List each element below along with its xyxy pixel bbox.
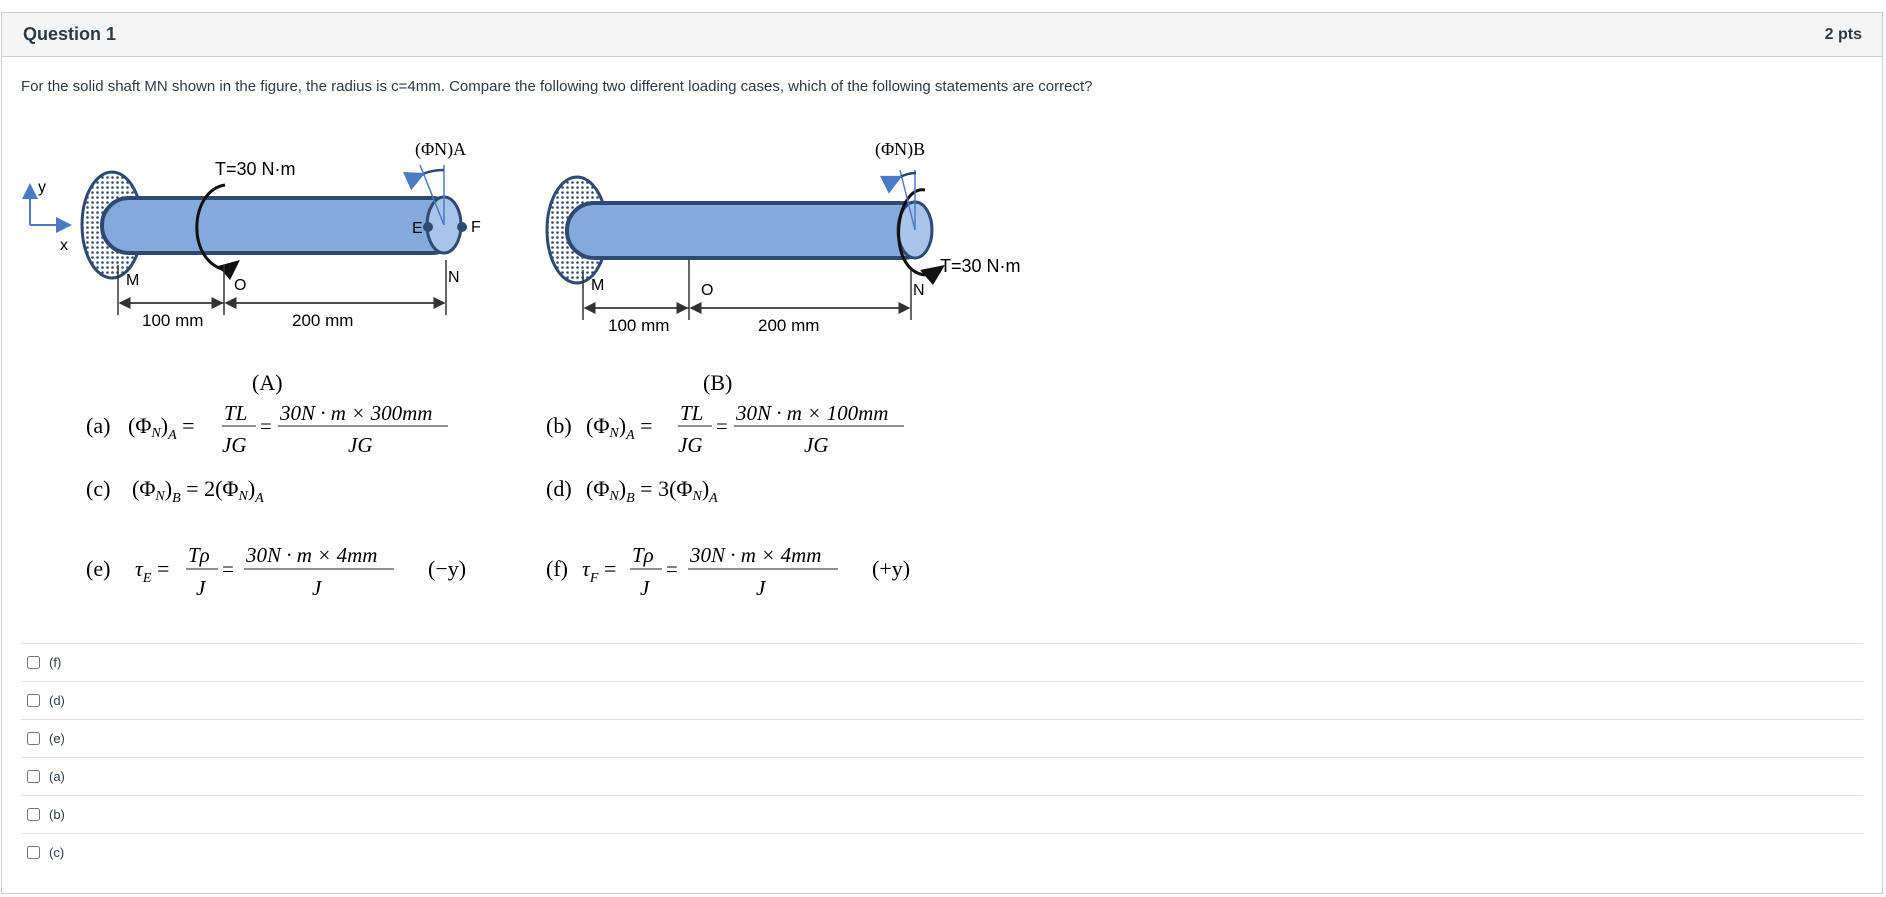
svg-text:TL: TL — [680, 401, 704, 425]
answer-label: (e) — [49, 731, 65, 746]
point-m-label-b: M — [591, 277, 605, 294]
svg-text:τE =: $\tau_E$ = — [135, 556, 170, 586]
answer-label: (c) — [49, 845, 65, 860]
answer-label: (a) — [49, 769, 65, 784]
question-text: For the solid shaft MN shown in the figure, the radius is c=4mm. Compare the following two different loading cases, which of the following statements are correct? — [21, 78, 1093, 95]
point-e-label: E — [412, 220, 423, 237]
equation-d — [546, 476, 718, 506]
phi-label-b: (ΦN)B — [875, 139, 926, 159]
case-a-diagram — [30, 139, 481, 330]
equation-a — [86, 401, 448, 457]
question-points: 2 pts — [1824, 25, 1862, 43]
svg-text:(a): (a) — [86, 413, 111, 438]
case-a-label: (A) — [252, 370, 283, 395]
point-m-label-a: M — [126, 272, 140, 289]
svg-text:30N · m × 4mm: 30N · m × 4mm — [246, 543, 378, 567]
answer-option-a[interactable] — [21, 757, 1863, 795]
point-o-label-a: O — [234, 277, 247, 294]
answer-checkbox-a[interactable] — [27, 770, 40, 783]
svg-text:(ΦN)B = 2(ΦN)A: $(\Phi N)_B = 2(\Phi N)_A$ — [132, 476, 264, 506]
svg-text:(ΦN)B = 3(ΦN)A: $(\Phi N)_B = 3(\Phi N)_A$ — [586, 476, 718, 506]
point-f-dot — [457, 222, 467, 232]
point-o-label-b: O — [701, 282, 714, 299]
axes-icon — [30, 179, 70, 254]
shaft-b — [567, 203, 930, 258]
answer-checkbox-c[interactable] — [27, 846, 40, 859]
svg-text:J: J — [312, 576, 322, 600]
svg-text:(−y): (−y) — [428, 556, 467, 581]
dim-200-b: 200 mm — [758, 316, 820, 335]
dim-200-a: 200 mm — [292, 311, 354, 330]
svg-text:J: J — [196, 576, 206, 600]
torque-label-a: T=30 N·m — [215, 159, 296, 179]
svg-text:(f): (f) — [546, 556, 568, 581]
point-n-label-b: N — [913, 282, 925, 299]
answer-checkbox-b[interactable] — [27, 808, 40, 821]
answer-label: (d) — [49, 693, 65, 708]
answer-option-d[interactable] — [21, 681, 1863, 719]
svg-text:(ΦN)A =: $(\Phi N)_A$ = — [128, 413, 195, 443]
svg-text:=: = — [716, 414, 728, 438]
question-header — [2, 13, 1882, 57]
svg-text:30N · m × 100mm: 30N · m × 100mm — [736, 401, 889, 425]
svg-text:=: = — [222, 557, 234, 581]
case-b-label: (B) — [703, 370, 733, 395]
svg-text:=: = — [666, 557, 678, 581]
svg-text:(c): (c) — [86, 476, 111, 501]
phi-label-a: (ΦN)A — [415, 139, 467, 159]
svg-text:(e): (e) — [86, 556, 111, 581]
answer-option-b[interactable] — [21, 795, 1863, 833]
answer-option-c[interactable] — [21, 833, 1863, 871]
axis-y-label: y — [38, 179, 46, 196]
answer-label: (b) — [49, 807, 65, 822]
equation-c — [86, 476, 264, 506]
svg-text:JG: JG — [678, 433, 703, 457]
answer-list — [21, 643, 1863, 871]
dim-100-b: 100 mm — [608, 316, 670, 335]
svg-text:=: = — [260, 414, 272, 438]
torque-label-b: T=30 N·m — [940, 256, 1021, 276]
svg-text:30N · m × 4mm: 30N · m × 4mm — [690, 543, 822, 567]
svg-text:30N · m × 300mm: 30N · m × 300mm — [280, 401, 433, 425]
svg-text:(+y): (+y) — [872, 556, 911, 581]
svg-text:J: J — [756, 576, 766, 600]
equation-b — [546, 401, 904, 457]
answer-option-e[interactable] — [21, 719, 1863, 757]
point-e-dot — [423, 222, 433, 232]
answer-checkbox-e[interactable] — [27, 732, 40, 745]
question-figure — [20, 130, 1040, 630]
case-b-diagram — [547, 139, 1021, 335]
axis-x-label: x — [60, 237, 68, 254]
svg-text:J: J — [640, 576, 650, 600]
answer-label: (f) — [49, 655, 62, 670]
answer-checkbox-f[interactable] — [27, 656, 40, 669]
svg-text:Tρ: Tρ — [188, 543, 210, 567]
answer-checkbox-d[interactable] — [27, 694, 40, 707]
point-n-label-a: N — [448, 269, 460, 286]
point-f-label: F — [471, 219, 481, 236]
answer-option-f[interactable] — [21, 643, 1863, 681]
svg-text:JG: JG — [348, 433, 373, 457]
question-title: Question 1 — [23, 24, 117, 44]
svg-text:(d): (d) — [546, 476, 572, 501]
svg-text:JG: JG — [804, 433, 829, 457]
equation-e — [86, 543, 466, 600]
svg-text:τF =: $\tau_F$ = — [582, 556, 617, 586]
dim-100-a: 100 mm — [142, 311, 204, 330]
equations — [86, 370, 910, 600]
shaft-a — [102, 198, 459, 253]
svg-text:JG: JG — [222, 433, 247, 457]
equation-f — [546, 543, 910, 600]
svg-text:TL: TL — [224, 401, 248, 425]
svg-text:(b): (b) — [546, 413, 572, 438]
svg-text:Tρ: Tρ — [632, 543, 654, 567]
svg-text:(ΦN)A =: $(\Phi N)_A$ = — [586, 413, 653, 443]
